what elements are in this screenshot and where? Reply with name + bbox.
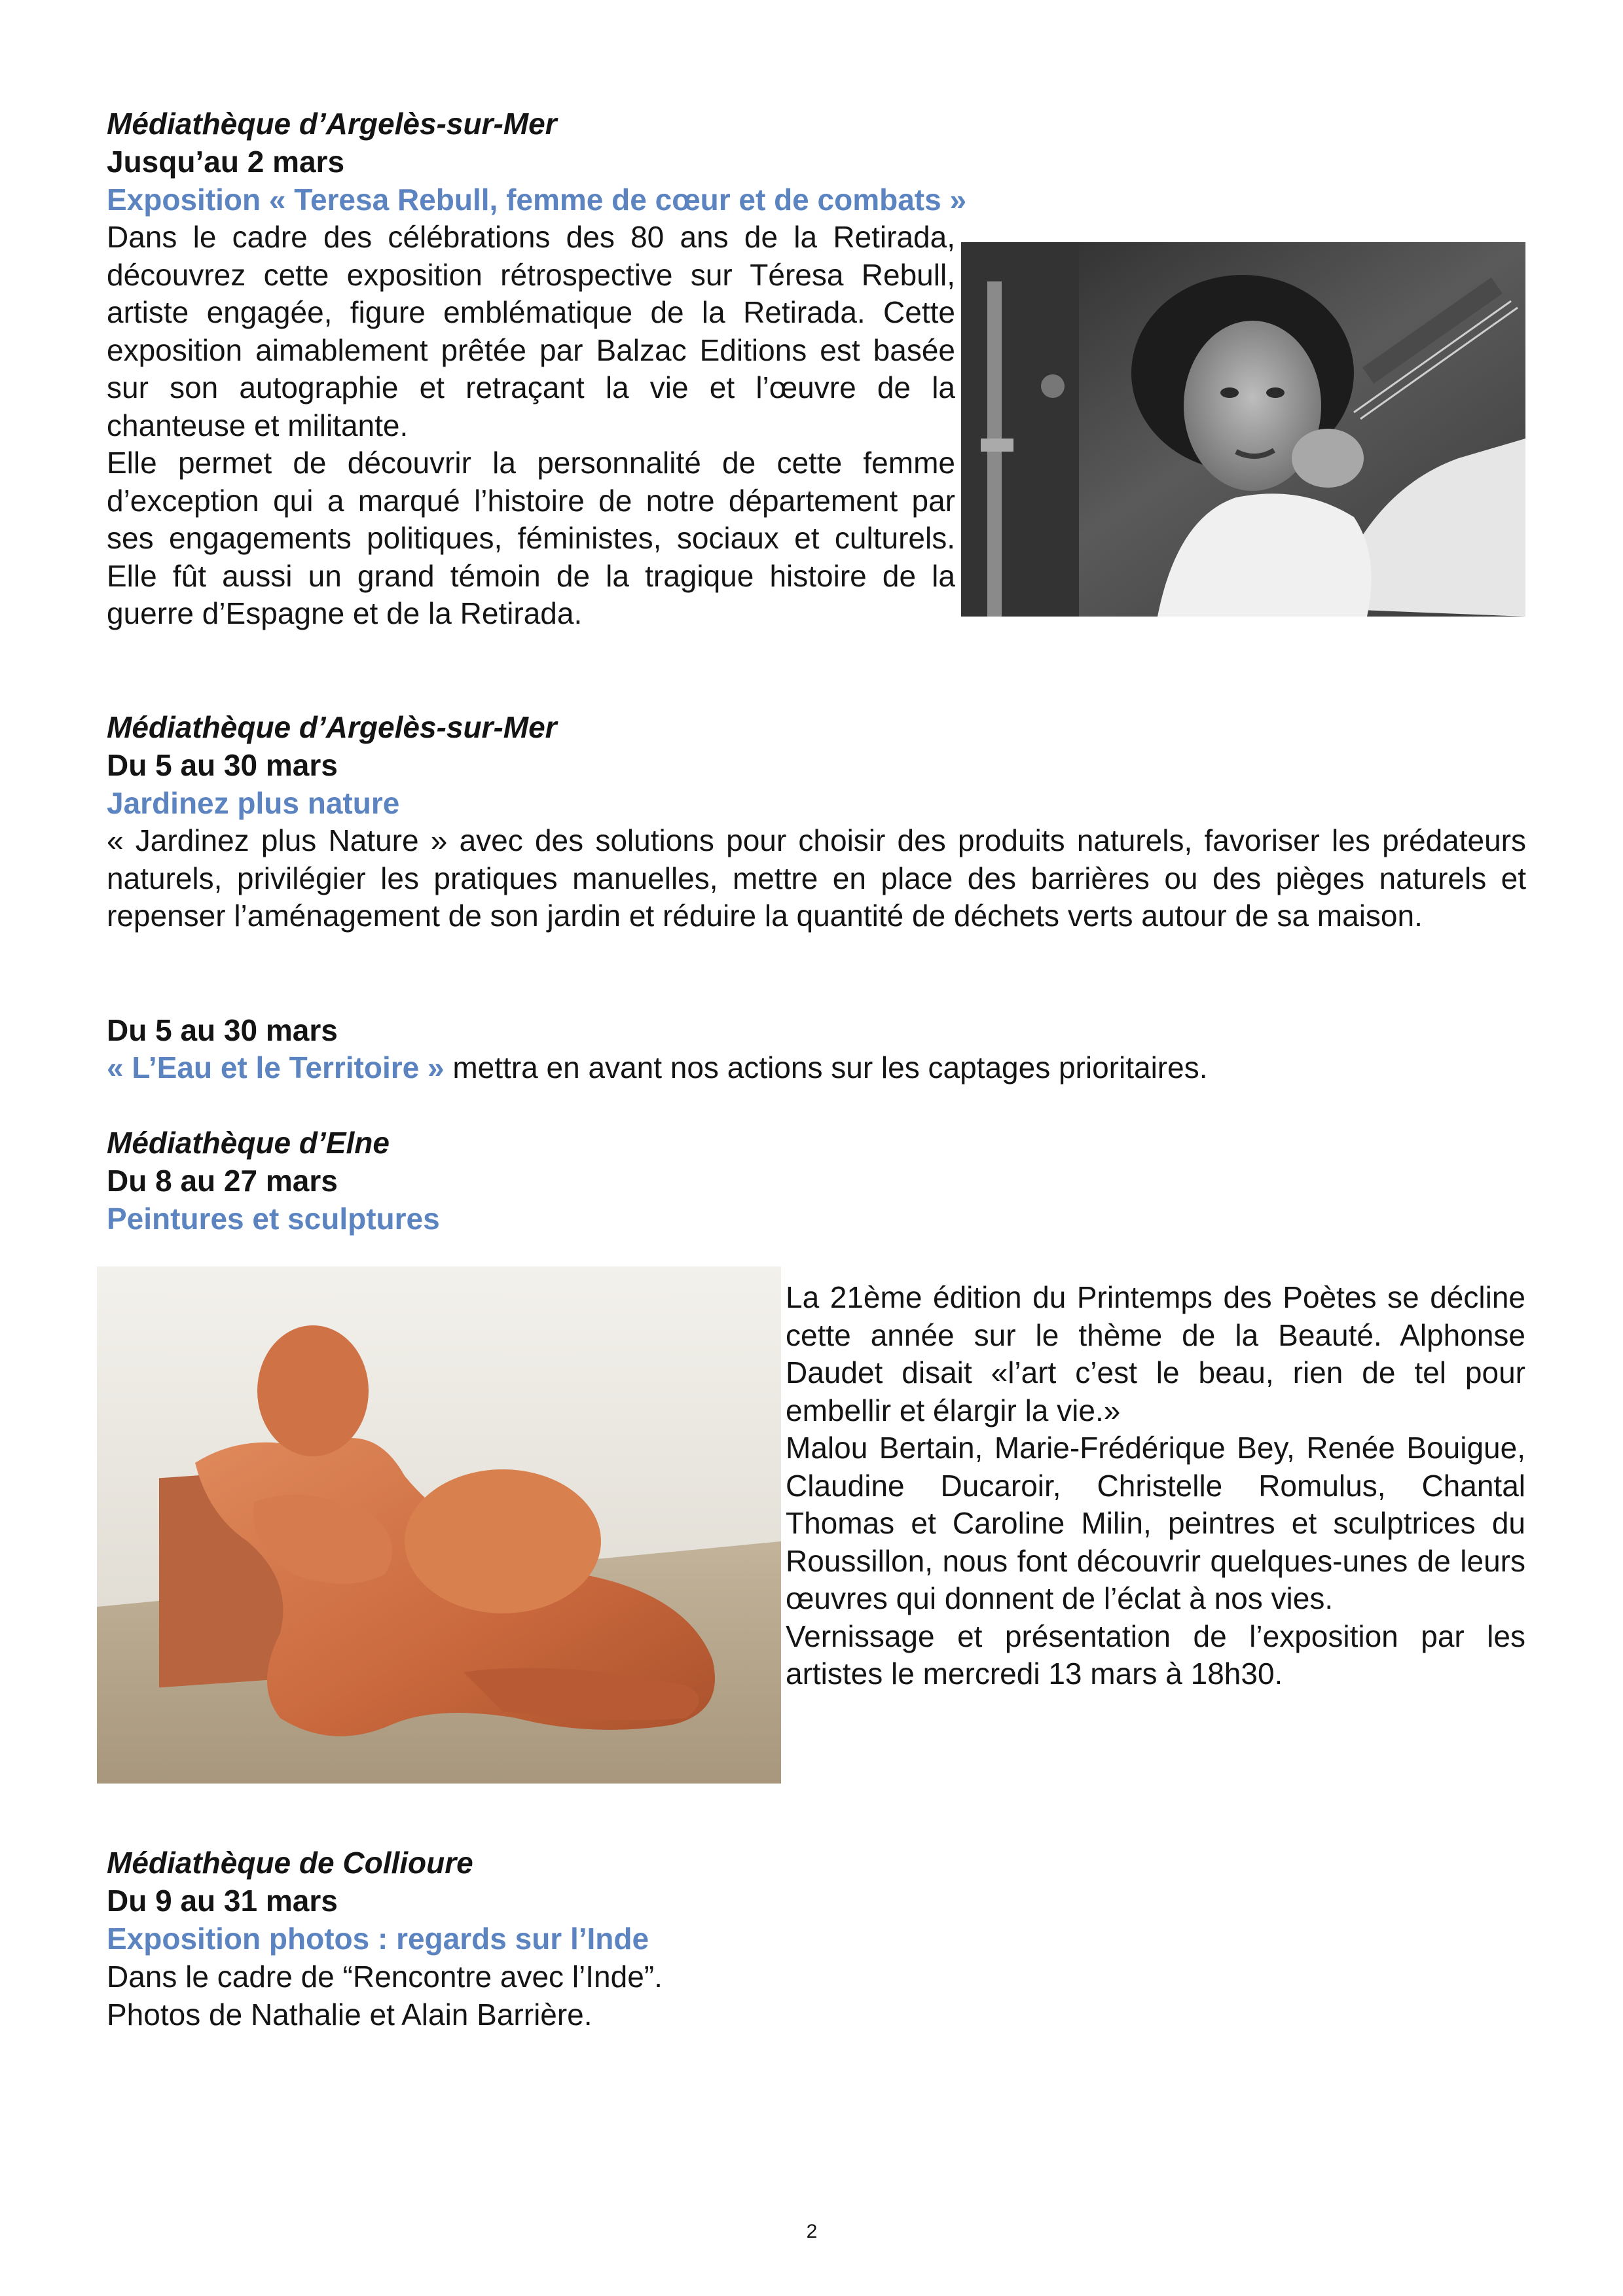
exhibition-title: Peintures et sculptures bbox=[107, 1202, 440, 1236]
venue-heading: Médiathèque de Collioure bbox=[107, 1846, 473, 1880]
sculpture-photo bbox=[97, 1266, 781, 1784]
exhibition-line bbox=[107, 1049, 1207, 1087]
paragraph: La 21ème édition du Printemps des Poètes se décline cette année sur le thème de la Beauté. Alphonse Daudet disait «l’art c’est le beau, rien de tel pour embellir et élargir la vie.» bbox=[786, 1280, 1525, 1427]
terracotta-sculpture-illustration bbox=[97, 1266, 781, 1784]
venue-heading: Médiathèque d’Argelès-sur-Mer bbox=[107, 107, 557, 141]
date-heading: Du 5 au 30 mars bbox=[107, 748, 338, 782]
venue-heading: Médiathèque d’Elne bbox=[107, 1126, 390, 1160]
paragraph: Dans le cadre des célébrations des 80 ans de la Retirada, découvrez cette exposition rétrospective sur Téresa Rebull, artiste engagée, figure emblématique de la Retirada. Cette exposition aimablement prêtée par Balzac Editions est basée sur son autographie et retraçant la vie et l’œuvre de la chanteuse et militante. bbox=[107, 220, 955, 442]
exhibition-title: Exposition « Teresa Rebull, femme de cœur et de combats » bbox=[107, 183, 967, 217]
date-heading: Jusqu’au 2 mars bbox=[107, 145, 345, 179]
exhibition-title: Jardinez plus nature bbox=[107, 786, 400, 820]
venue-heading: Médiathèque d’Argelès-sur-Mer bbox=[107, 710, 557, 744]
exhibition-description: Dans le cadre de “Rencontre avec l’Inde”. bbox=[107, 1960, 663, 1994]
exhibition-description: Photos de Nathalie et Alain Barrière. bbox=[107, 1998, 593, 2032]
exhibition-description bbox=[107, 219, 955, 633]
date-heading: Du 9 au 31 mars bbox=[107, 1884, 338, 1918]
date-heading: Du 8 au 27 mars bbox=[107, 1164, 338, 1198]
paragraph: Malou Bertain, Marie-Frédérique Bey, Renée Bouigue, Claudine Ducaroir, Christelle Romulus, Chantal Thomas et Caroline Milin, peintres et sculptrices du Roussillon, nous font découvrir quelques-unes de leurs œuvres qui donnent de l’éclat à nos vies. bbox=[786, 1431, 1525, 1615]
paragraph: Vernissage et présentation de l’exposition par les artistes le mercredi 13 mars à 18h30. bbox=[786, 1619, 1525, 1691]
exhibition-title: « L’Eau et le Territoire » bbox=[107, 1050, 445, 1085]
exhibition-description bbox=[107, 822, 1526, 935]
exhibition-title: Exposition photos : regards sur l’Inde bbox=[107, 1922, 649, 1956]
paragraph: « Jardinez plus Nature » avec des solutions pour choisir des produits naturels, favoriser les prédateurs naturels, privilégier les pratiques manuelles, mettre en place des barrières ou des pièges naturels et repenser l’aménagement de son jardin et réduire la quantité de déchets verts autour de sa maison. bbox=[107, 823, 1526, 933]
exhibition-description: mettra en avant nos actions sur les captages prioritaires. bbox=[444, 1050, 1208, 1085]
teresa-rebull-photo bbox=[961, 242, 1525, 617]
page-number: 2 bbox=[806, 2221, 818, 2242]
exhibition-description bbox=[786, 1279, 1525, 1693]
date-heading: Du 5 au 30 mars bbox=[107, 1013, 338, 1047]
paragraph: Elle permet de découvrir la personnalité de cette femme d’exception qui a marqué l’histoire de notre département par ses engagements politiques, féministes, sociaux et culturels. Elle fût aussi un grand témoin de la tragique histoire de la guerre d’Espagne et de la Retirada. bbox=[107, 446, 955, 630]
singer-guitar-illustration bbox=[961, 242, 1525, 617]
